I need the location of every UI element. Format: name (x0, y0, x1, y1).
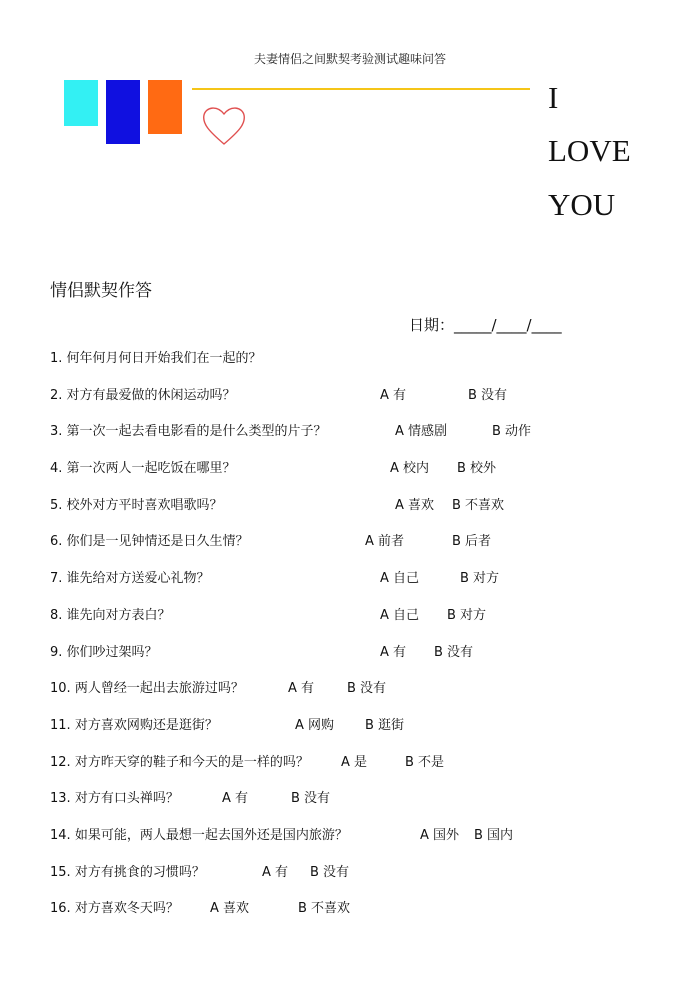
question-item-7 (50, 569, 670, 606)
option-b: B 没有 (468, 387, 508, 403)
question-item-9 (50, 643, 670, 680)
decor-yellow-line (192, 88, 530, 90)
question-text: 对方喜欢网购还是逛街？ (74, 717, 218, 733)
question-number: 14. (50, 827, 71, 843)
question-text: 第一次两人一起吃饭在哪里？ (66, 461, 236, 477)
question-text: 对方有口头禅吗？ (74, 791, 179, 807)
question-number: 3. (50, 424, 63, 440)
question-number: 5. (50, 497, 63, 513)
question-text: 对方昨天穿的鞋子和今天的是一样的吗？ (74, 754, 309, 770)
question-text: 你们是一见钟情还是日久生情？ (66, 534, 249, 550)
option-b: B 不喜欢 (298, 901, 351, 917)
option-b: B 动作 (492, 424, 532, 440)
question-item-11 (50, 716, 670, 753)
question-number: 15. (50, 864, 71, 880)
option-b: B 不是 (405, 754, 445, 770)
option-b: B 对方 (460, 571, 500, 587)
question-item-5 (50, 496, 670, 533)
question-item-4 (50, 459, 670, 496)
option-b: B 不喜欢 (452, 497, 505, 513)
question-number: 4. (50, 461, 63, 477)
option-b: B 没有 (434, 644, 474, 660)
option-b: B 没有 (291, 791, 331, 807)
question-number: 10. (50, 681, 71, 697)
option-a: A 前者 (365, 534, 405, 550)
option-a: A 有 (380, 644, 407, 660)
question-number: 12. (50, 754, 71, 770)
question-item-2 (50, 386, 670, 423)
question-number: 2. (50, 387, 63, 403)
decor-orange-block (148, 80, 182, 134)
date-field: 日期：_____/____/____ (409, 316, 562, 334)
option-a: A 是 (341, 754, 368, 770)
question-text: 对方有最爱做的休闲运动吗？ (66, 387, 236, 403)
question-item-8 (50, 606, 670, 643)
option-a: A 国外 (420, 827, 460, 843)
question-text: 对方有挑食的习惯吗？ (74, 864, 205, 880)
option-b: B 对方 (447, 607, 487, 623)
question-number: 7. (50, 571, 63, 587)
question-item-13 (50, 789, 670, 826)
question-number: 11. (50, 717, 71, 733)
love-word-i: I (548, 80, 559, 115)
decor-cyan-block (64, 80, 98, 126)
option-a: A 有 (262, 864, 289, 880)
question-text: 对方喜欢冬天吗？ (74, 901, 179, 917)
question-text: 校外对方平时喜欢唱歌吗？ (66, 497, 223, 513)
question-number: 1. (50, 351, 63, 366)
question-text: 如果可能，两人最想一起去国外还是国内旅游？ (74, 827, 348, 843)
question-number: 16. (50, 901, 71, 917)
option-b: B 国内 (474, 827, 514, 843)
question-number: 13. (50, 791, 71, 807)
question-number: 6. (50, 534, 63, 550)
love-word-you: YOU (548, 187, 616, 222)
question-item-10 (50, 679, 670, 716)
question-item-1 (50, 349, 670, 386)
question-item-14 (50, 826, 670, 863)
option-a: A 自己 (380, 607, 420, 623)
question-text: 第一次一起去看电影看的是什么类型的片子？ (66, 424, 327, 440)
option-b: B 后者 (452, 534, 492, 550)
question-text: 何年何月何日开始我们在一起的？ (66, 351, 262, 366)
option-a: A 有 (222, 791, 249, 807)
option-b: B 逛街 (365, 717, 405, 733)
love-word-love: LOVE (548, 133, 631, 168)
question-text: 谁先给对方送爱心礼物？ (66, 571, 210, 587)
decor-blue-block (106, 80, 140, 144)
question-text: 你们吵过架吗？ (66, 644, 158, 660)
section-title: 情侣默契作答 (50, 281, 152, 301)
option-a: A 喜欢 (395, 497, 435, 513)
question-number: 9. (50, 644, 63, 660)
question-number: 8. (50, 607, 63, 623)
option-a: A 有 (380, 387, 407, 403)
option-a: A 校内 (390, 461, 430, 477)
question-text: 谁先向对方表白？ (66, 607, 171, 623)
option-a: A 自己 (380, 571, 420, 587)
question-list (50, 349, 670, 936)
option-a: A 情感剧 (395, 424, 448, 440)
option-b: B 没有 (347, 681, 387, 697)
question-item-15 (50, 863, 670, 900)
option-b: B 没有 (310, 864, 350, 880)
document-header-title: 夫妻情侣之间默契考验测试趣味问答 (253, 52, 446, 66)
question-text: 两人曾经一起出去旅游过吗？ (74, 681, 244, 697)
question-item-6 (50, 532, 670, 569)
heart-icon (200, 104, 248, 146)
option-a: A 有 (288, 681, 315, 697)
option-a: A 网购 (295, 717, 335, 733)
question-item-16 (50, 899, 670, 936)
question-item-3 (50, 422, 670, 459)
question-item-12 (50, 753, 670, 790)
option-b: B 校外 (457, 461, 497, 477)
option-a: A 喜欢 (210, 901, 250, 917)
